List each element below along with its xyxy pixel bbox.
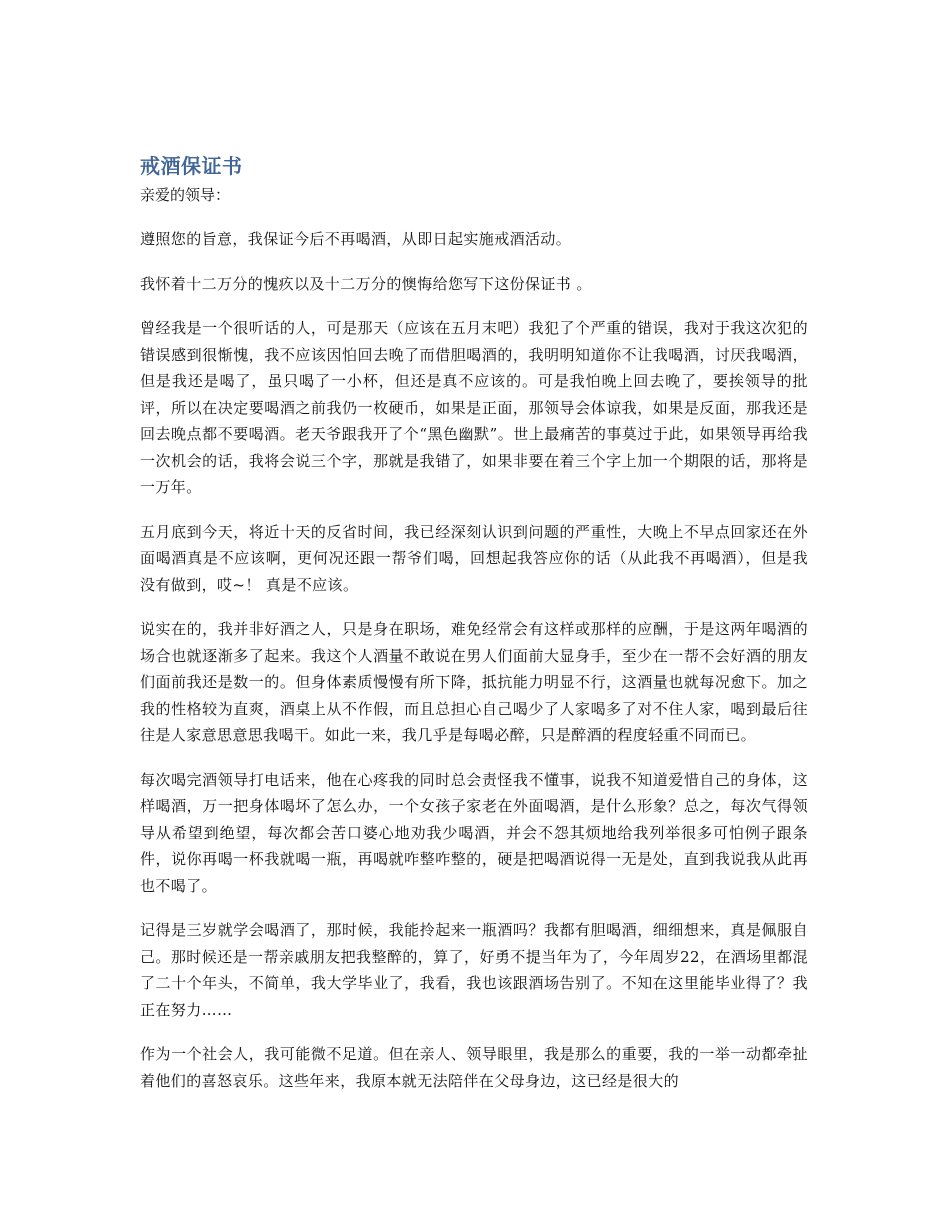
paragraph: 我怀着十二万分的愧疚以及十二万分的懊悔给您写下这份保证书 。 (140, 274, 592, 293)
salutation: 亲爱的领导： (140, 186, 231, 204)
paragraph: 五月底到今天，将近十天的反省时间，我已经深刻认识到问题的严重性，大晚上不早点回家还在外面喝酒真是不应该啊，更何况还跟一帮爷们喝，回想起我答应你的话（从此我不再喝酒），但是我没有做到，哎~！ 真是不应该。 (140, 522, 808, 594)
document-body (140, 150, 808, 1112)
document-title: 戒酒保证书 (140, 154, 243, 178)
paragraph: 说实在的，我并非好酒之人，只是身在职场，难免经常会有这样或那样的应酬，于是这两年喝酒的场合也就逐渐多了起来。我这个人酒量不敢说在男人们面前大显身手，至少在一帮不会好酒的朋友们面前我还是数一的。但身体素质慢慢有所下降，抵抗能力明显不行，这酒量也就每况愈下。加之我的性格较为直爽，酒桌上从不作假，而且总担心自己喝少了人家喝多了对不住人家，喝到最后往往是人家意思意思我喝干。如此一来，我几乎是每喝必醉，只是醉酒的程度轻重不同而已。 (140, 620, 808, 744)
paragraph: 遵照您的旨意，我保证今后不再喝酒，从即日起实施戒酒活动。 (140, 230, 572, 248)
paragraph: 记得是三岁就学会喝酒了，那时候，我能拎起来一瓶酒吗？我都有胆喝酒，细细想来，真是佩服自己。那时候还是一帮亲戚朋友把我整醉的，算了，好勇不提当年为了，今年周岁22，在酒场里都混了二十个年头，不简单，我大学毕业了，我看，我也该跟酒场告别了。不知在这里能毕业得了？我正在努力…… (140, 921, 808, 1019)
paragraph: 曾经我是一个很听话的人，可是那天（应该在五月末吧）我犯了个严重的错误，我对于我这次犯的错误感到很惭愧，我不应该因怕回去晚了而借胆喝酒的，我明明知道你不让我喝酒，讨厌我喝酒，但是我还是喝了，虽只喝了一小杯，但还是真不应该的。可是我怕晚上回去晚了，要挨领导的批评，所以在决定要喝酒之前我仍一枚硬币，如果是正面，那领导会体谅我，如果是反面，那我还是回去晚点都不要喝酒。老天爷跟我开了个“黑色幽默”。世上最痛苦的事莫过于此，如果领导再给我一次机会的话，我将会说三个字，那就是我错了，如果非要在着三个字上加一个期限的话，那将是一万年。 (140, 319, 808, 496)
paragraph: 每次喝完酒领导打电话来，他在心疼我的同时总会责怪我不懂事，说我不知道爱惜自己的身体，这样喝酒，万一把身体喝坏了怎么办，一个女孩子家老在外面喝酒，是什么形象？总之，每次气得领导从希望到绝望，每次都会苦口婆心地劝我少喝酒，并会不怨其烦地给我列举很多可怕例子跟条件，说你再喝一杯我就喝一瓶，再喝就咋整咋整的，硬是把喝酒说得一无是处，直到我说我从此再也不喝了。 (140, 770, 808, 895)
paragraph: 作为一个社会人，我可能微不足道。但在亲人、领导眼里，我是那么的重要，我的一举一动都牵扯着他们的喜怒哀乐。这些年来，我原本就无法陪伴在父母身边，这已经是很大的 (140, 1045, 808, 1090)
